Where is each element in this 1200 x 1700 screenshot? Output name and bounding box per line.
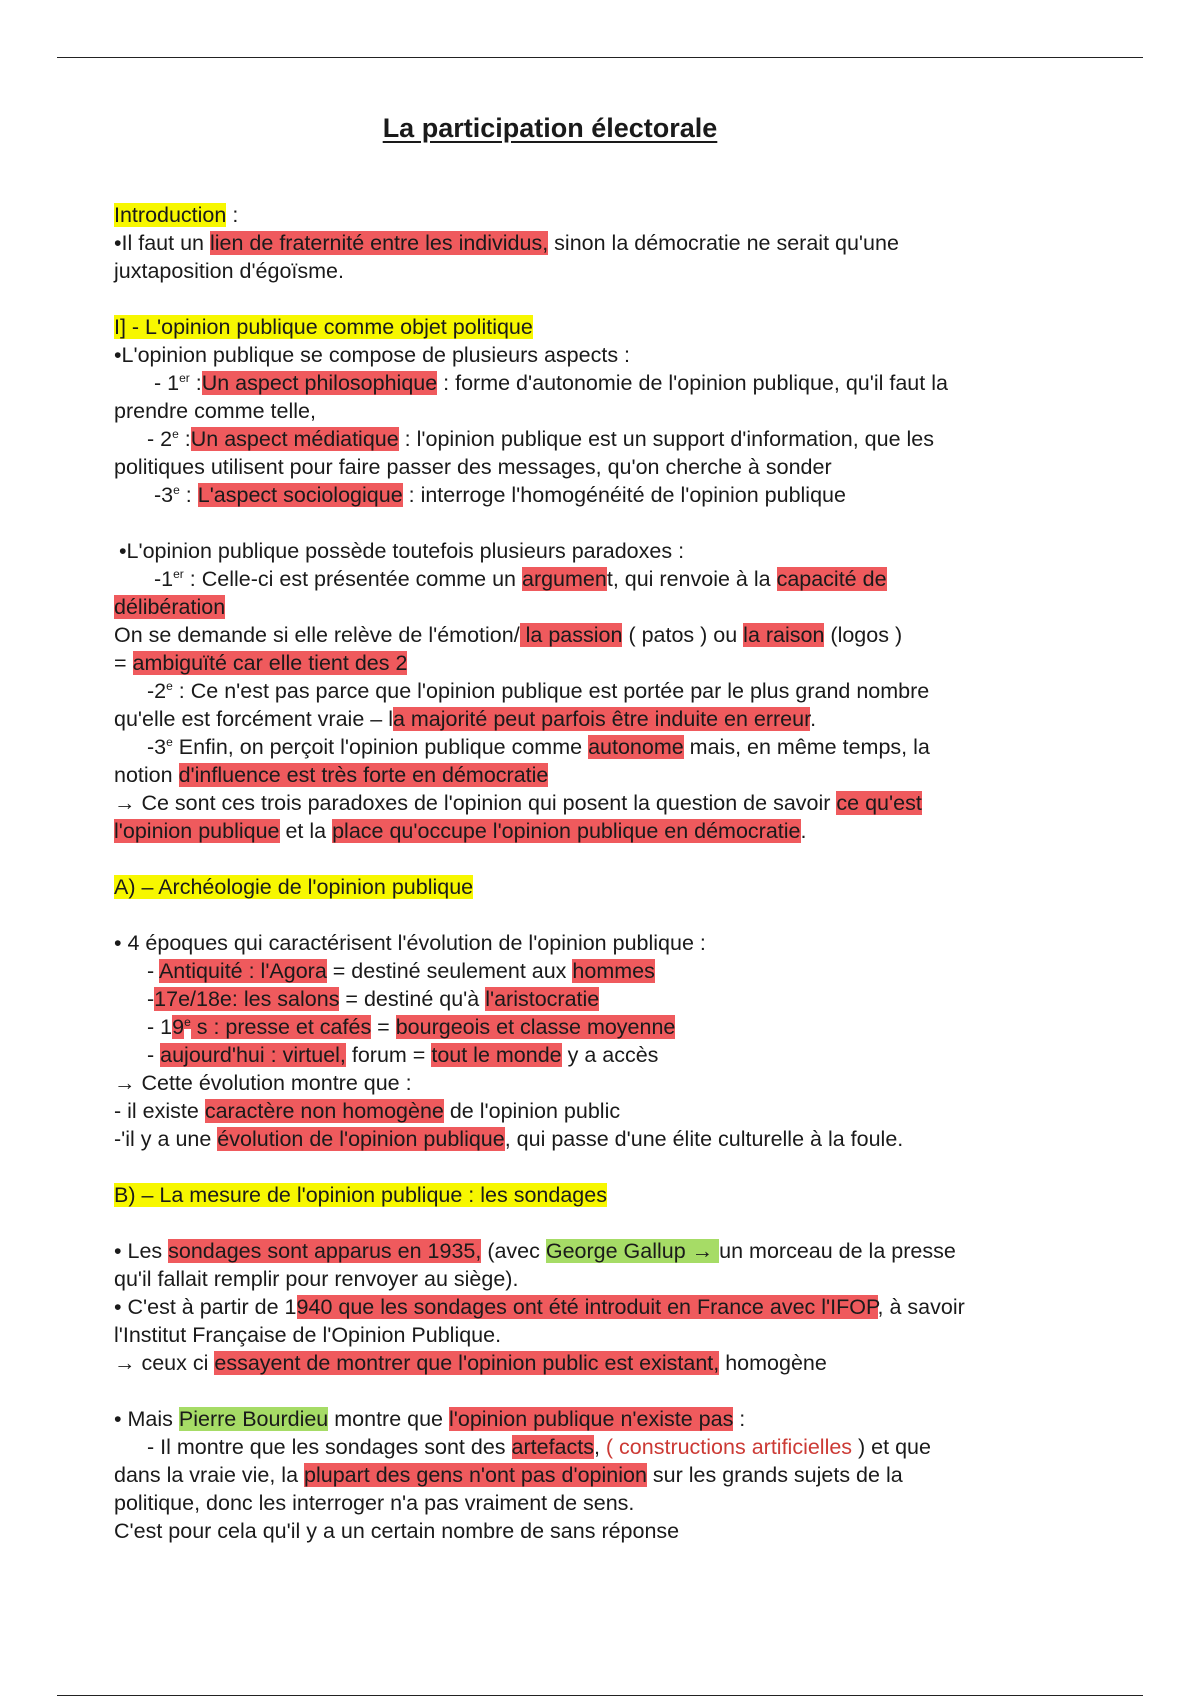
bottom-rule <box>57 1695 1143 1696</box>
highlight: 9 <box>172 1015 185 1039</box>
polls-1-cont: qu'il fallait remplir pour renvoyer au siège). <box>114 1267 519 1291</box>
highlight: place qu'occupe l'opinion publique en démocratie <box>332 819 801 843</box>
aspect-2-cont: politiques utilisent pour faire passer des messages, qu'on cherche à sonder <box>114 455 832 479</box>
paradox-1-conclusion: = ambiguïté car elle tient des 2 <box>114 651 408 675</box>
intro-heading: Introduction <box>114 203 227 227</box>
highlight: artefacts <box>511 1435 594 1459</box>
section-b-heading-line <box>114 1181 1104 1209</box>
paradox-3: -3e Enfin, on perçoit l'opinion publique comme autonome mais, en même temps, la <box>147 734 930 759</box>
highlight: l'opinion publique <box>114 819 280 843</box>
paradox-lead: •L'opinion publique possède toutefois plusieurs paradoxes : <box>119 539 685 563</box>
highlight-green: Pierre Bourdieu <box>178 1407 329 1431</box>
evolution-1: - il existe caractère non homogène de l'opinion public <box>114 1099 621 1123</box>
highlight: la raison <box>743 623 825 647</box>
bourdieu-5: C'est pour cela qu'il y a un certain nombre de sans réponse <box>114 1519 680 1543</box>
highlight: ce qu'est <box>836 791 922 815</box>
polls-1: • Les sondages sont apparus en 1935, (avec George Gallup → un morceau de la presse <box>114 1239 956 1263</box>
highlight: hommes <box>572 959 655 983</box>
paradox-3-cont: notion d'influence est très forte en démocratie <box>114 763 549 787</box>
bourdieu-3: dans la vraie vie, la plupart des gens n'ont pas d'opinion sur les grands sujets de la <box>114 1463 903 1487</box>
section-1-heading: I] - L'opinion publique comme objet politique <box>114 315 533 339</box>
top-rule <box>57 57 1143 58</box>
bourdieu-1: • Mais Pierre Bourdieu montre que l'opinion publique n'existe pas : <box>114 1407 746 1431</box>
aspect-2: - 2e :Un aspect médiatique : l'opinion publique est un support d'information, que les <box>147 426 935 451</box>
highlight: Antiquité : l'Agora <box>158 959 327 983</box>
highlight: ambiguïté car elle tient des 2 <box>132 651 408 675</box>
paradox-1: -1er : Celle-ci est présentée comme un argument, qui renvoie à la capacité de <box>154 566 887 591</box>
highlight: d'influence est très forte en démocratie <box>178 763 549 787</box>
paradox-conclusion: → Ce sont ces trois paradoxes de l'opinion qui posent la question de savoir ce qu'est <box>114 791 922 815</box>
highlight-green: George Gallup → <box>545 1239 720 1263</box>
highlight: capacité de <box>776 567 887 591</box>
evolution-lead: → Cette évolution montre que : <box>114 1071 412 1095</box>
epoch-1: - Antiquité : l'Agora = destiné seulement aux hommes <box>147 959 655 983</box>
highlight: plupart des gens n'ont pas d'opinion <box>304 1463 647 1487</box>
highlight: argumen <box>521 567 607 591</box>
polls-2-cont: l'Institut Française de l'Opinion Publique. <box>114 1323 502 1347</box>
highlight: aujourd'hui : virtuel, <box>160 1043 346 1067</box>
section-b-heading: B) – La mesure de l'opinion publique : les sondages <box>114 1183 607 1207</box>
highlight: caractère non homogène <box>204 1099 444 1123</box>
aspect-1-cont: prendre comme telle, <box>114 399 316 423</box>
highlight: lien de fraternité entre les individus, <box>209 231 549 255</box>
bourdieu-2: - Il montre que les sondages sont des artefacts, ( constructions artificielles ) et que <box>147 1435 931 1459</box>
red-text: ( constructions artificielles <box>605 1435 853 1459</box>
paradox-1-cont <box>114 593 1104 621</box>
paradox-1-question: On se demande si elle relève de l'émotion/ la passion ( patos ) ou la raison (logos ) <box>114 623 903 647</box>
highlight: a majorité peut parfois être induite en erreur <box>392 707 811 731</box>
paradox-2: -2e : Ce n'est pas parce que l'opinion publique est portée par le plus grand nombre <box>147 678 930 703</box>
epochs-lead: • 4 époques qui caractérisent l'évolution de l'opinion publique : <box>114 931 706 955</box>
epoch-3: - 19e s : presse et cafés = bourgeois et classe moyenne <box>147 1014 676 1039</box>
intro-paragraph: •Il faut un lien de fraternité entre les individus, sinon la démocratie ne serait qu'une <box>114 231 899 255</box>
highlight: 940 que les sondages ont été introduit en France avec l'IFOP <box>296 1295 878 1319</box>
highlight: l'aristocratie <box>485 987 600 1011</box>
epoch-4: - aujourd'hui : virtuel, forum = tout le monde y a accès <box>147 1043 659 1067</box>
section-1-lead: •L'opinion publique se compose de plusieurs aspects : <box>114 343 631 367</box>
highlight: bourgeois et classe moyenne <box>395 1015 676 1039</box>
bourdieu-4: politique, donc les interroger n'a pas vraiment de sens. <box>114 1491 635 1515</box>
paradox-conclusion-cont: l'opinion publique et la place qu'occupe l'opinion publique en démocratie. <box>114 819 807 843</box>
highlight: Un aspect médiatique <box>190 427 399 451</box>
highlight: autonome <box>588 735 684 759</box>
highlight: 17e/18e: les salons <box>154 987 340 1011</box>
document-body <box>114 201 1104 1545</box>
highlight: délibération <box>114 595 226 619</box>
highlight: sondages sont apparus en 1935, <box>168 1239 482 1263</box>
highlight: tout le monde <box>431 1043 562 1067</box>
page-title: La participation électorale <box>382 113 718 143</box>
section-1-heading-line <box>114 313 1104 341</box>
aspect-1: - 1er :Un aspect philosophique : forme d'autonomie de l'opinion publique, qu'il faut la <box>154 370 948 395</box>
highlight: essayent de montrer que l'opinion public est existant, <box>214 1351 720 1375</box>
section-a-heading-line <box>114 873 1104 901</box>
highlight: Un aspect philosophique <box>201 371 438 395</box>
paradox-2-cont: qu'elle est forcément vraie – la majorité peut parfois être induite en erreur. <box>114 707 817 731</box>
intro-heading-line: Introduction : <box>114 203 239 227</box>
aspect-3: -3e : L'aspect sociologique : interroge l'homogénéité de l'opinion publique <box>154 482 846 507</box>
highlight: évolution de l'opinion publique <box>217 1127 505 1151</box>
highlight: l'opinion publique n'existe pas <box>448 1407 734 1431</box>
evolution-2: -'il y a une évolution de l'opinion publique, qui passe d'une élite culturelle à la foule. <box>114 1127 904 1151</box>
polls-3: → ceux ci essayent de montrer que l'opinion public est existant, homogène <box>114 1351 827 1375</box>
highlight: la passion <box>519 623 623 647</box>
intro-paragraph-cont: juxtaposition d'égoïsme. <box>114 259 344 283</box>
epoch-2: -17e/18e: les salons = destiné qu'à l'aristocratie <box>147 987 600 1011</box>
highlight: s : presse et cafés <box>190 1015 372 1039</box>
polls-2: • C'est à partir de 1940 que les sondages ont été introduit en France avec l'IFOP, à savoir <box>114 1295 965 1319</box>
section-a-heading: A) – Archéologie de l'opinion publique <box>114 875 474 899</box>
highlight: L'aspect sociologique <box>197 483 403 507</box>
